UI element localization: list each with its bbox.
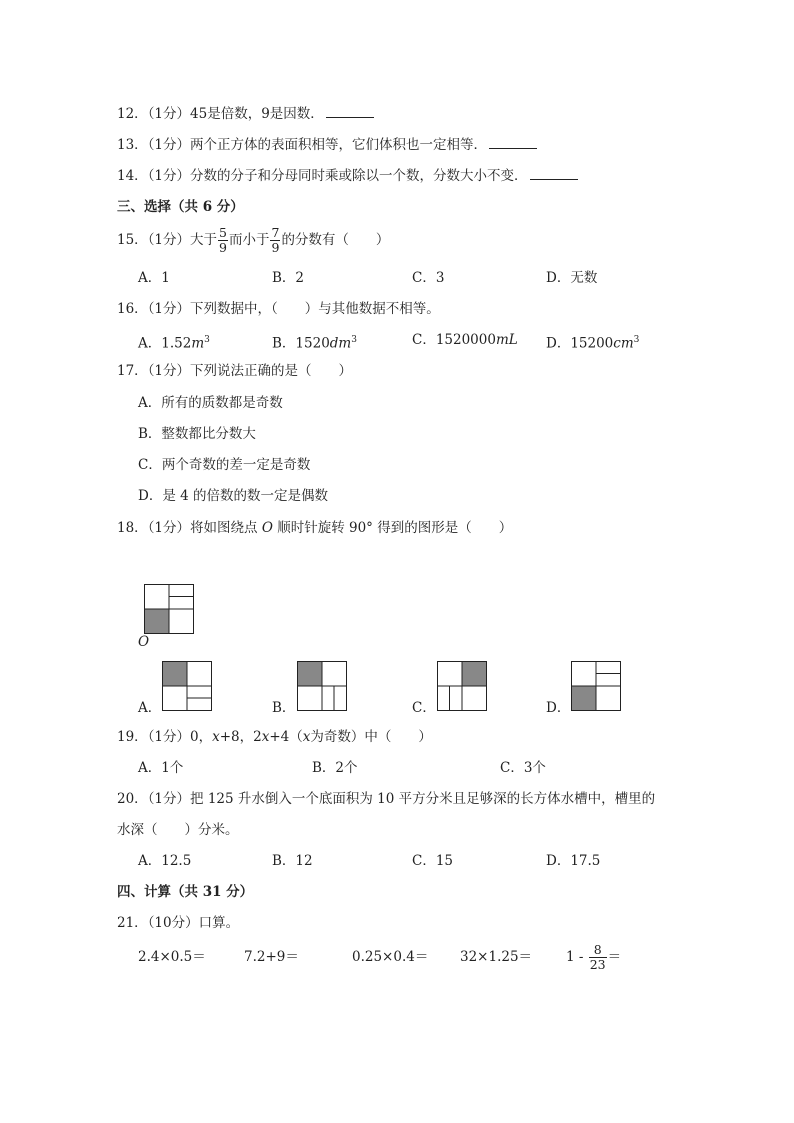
- q12-score: （1分）: [147, 106, 191, 122]
- q20-option-a[interactable]: A．12.5: [138, 853, 192, 869]
- q21-item-1: 2.4×0.5＝: [138, 949, 206, 965]
- q21-item-5: [566, 943, 621, 972]
- q16-a-exp: 3: [204, 335, 210, 345]
- q16-d-exp: 3: [633, 335, 640, 345]
- q14-answer-blank[interactable]: [530, 166, 578, 180]
- q15-text-post: 的分数有（ ）: [281, 232, 390, 248]
- q16-a-unit: m: [191, 335, 205, 352]
- q19-option-c[interactable]: C．3个: [500, 760, 546, 776]
- q15-f2-denominator: 9: [271, 240, 280, 255]
- q19-var-x2: x: [261, 729, 270, 745]
- q15-option-a[interactable]: A．1: [138, 270, 170, 286]
- q14-text: 分数的分子和分母同时乘或除以一个数，分数大小不变．: [190, 168, 528, 184]
- q18-option-a[interactable]: A．: [138, 700, 162, 716]
- question-20: [117, 789, 655, 809]
- q13-answer-blank[interactable]: [489, 135, 537, 149]
- q18-option-c-figure[interactable]: [437, 661, 487, 711]
- q19-number: 19．: [117, 729, 148, 745]
- q18-option-d-figure[interactable]: [571, 661, 621, 711]
- q13-number: 13．: [117, 137, 148, 153]
- q19-score: （1分）: [147, 729, 191, 745]
- q19-t1: 0，: [190, 729, 213, 745]
- q14-score: （1分）: [147, 168, 191, 184]
- q21-text: 口算。: [198, 915, 240, 931]
- q21-number: 21．: [117, 915, 148, 931]
- q17-score: （1分）: [147, 363, 191, 379]
- q16-d-unit: cm: [613, 335, 634, 352]
- q19-t4: 为奇数）中（ ）: [310, 729, 432, 745]
- q16-score: （1分）: [147, 301, 191, 317]
- q12-answer-blank[interactable]: [326, 104, 374, 118]
- q18-option-c[interactable]: C．: [412, 700, 436, 716]
- question-14: [117, 166, 578, 186]
- q21-item-4: 32×1.25＝: [460, 949, 533, 965]
- q20-text: 把 125 升水倒入一个底面积为 10 平方分米且足够深的长方体水槽中，槽里的: [190, 791, 656, 807]
- q16-option-c[interactable]: [412, 330, 518, 350]
- q18-option-b[interactable]: B．: [272, 700, 296, 716]
- q21-item-5-fraction: [589, 943, 607, 972]
- q21-item-5-numerator: 8: [589, 943, 607, 958]
- q20-option-d[interactable]: D．17.5: [546, 853, 601, 869]
- q21-item-2: 7.2+9＝: [244, 949, 299, 965]
- q20-option-c[interactable]: C．15: [412, 853, 454, 869]
- q18-option-a-figure[interactable]: [162, 661, 212, 711]
- section-3-heading: 三、选择（共 6 分）: [117, 199, 244, 215]
- q16-option-b[interactable]: [272, 330, 357, 354]
- q21-item-5-post: ＝: [607, 949, 622, 965]
- q17-option-b[interactable]: B．整数都比分数大: [138, 426, 256, 442]
- q12-number: 12．: [117, 106, 148, 122]
- q17-number: 17．: [117, 363, 148, 379]
- q16-number: 16．: [117, 301, 148, 317]
- q19-option-a[interactable]: A．1个: [138, 760, 184, 776]
- q17-option-d[interactable]: D．是 4 的倍数的数一定是偶数: [138, 488, 328, 504]
- q18-option-d[interactable]: D．: [546, 700, 571, 716]
- q19-option-b[interactable]: B．2个: [312, 760, 358, 776]
- q16-option-a[interactable]: [138, 330, 210, 354]
- q15-option-d[interactable]: D．无数: [546, 270, 598, 286]
- q16-b-unit: dm: [329, 335, 352, 352]
- q18-original-figure: [144, 584, 194, 634]
- q18-option-b-figure[interactable]: [297, 661, 347, 711]
- q13-score: （1分）: [147, 137, 191, 153]
- q20-option-b[interactable]: B．12: [272, 853, 313, 869]
- q15-fraction-2: [270, 226, 280, 255]
- q15-text-pre: 大于: [190, 232, 218, 248]
- original-shaded-square: [145, 609, 170, 634]
- question-15: [117, 226, 389, 255]
- q15-f2-numerator: 7: [271, 225, 280, 240]
- q15-fraction-1: [218, 226, 228, 255]
- q16-a-label: A．1.52: [138, 335, 192, 352]
- q16-text: 下列数据中，（ ）与其他数据不相等。: [190, 301, 440, 317]
- question-16: [117, 299, 440, 319]
- q17-option-c[interactable]: C．两个奇数的差一定是奇数: [138, 457, 311, 473]
- question-21: [117, 913, 239, 933]
- q21-score: （10分）: [147, 915, 199, 931]
- q18-text-post: 顺时针旋转 90° 得到的图形是（ ）: [272, 520, 513, 536]
- q18-number: 18．: [117, 520, 148, 536]
- q12-text: 45是倍数，9是因数．: [190, 106, 324, 122]
- q19-t2: +8，2: [219, 729, 262, 745]
- q18-point: O: [261, 520, 273, 536]
- q20-score: （1分）: [147, 791, 191, 807]
- q14-number: 14．: [117, 168, 148, 184]
- question-19: [117, 727, 432, 747]
- q15-option-c[interactable]: C．3: [412, 270, 445, 286]
- q19-t3: +4（: [269, 729, 303, 745]
- q16-d-label: D．15200: [546, 335, 614, 352]
- q18-score: （1分）: [147, 520, 191, 536]
- q16-b-exp: 3: [351, 335, 357, 345]
- q18-point-o-label: O: [138, 634, 150, 650]
- question-17: [117, 361, 352, 381]
- q15-score: （1分）: [147, 232, 191, 248]
- question-13: [117, 135, 537, 155]
- q21-item-5-pre: 1 -: [566, 949, 588, 965]
- q19-var-x3: x: [302, 729, 311, 745]
- q15-number: 15．: [117, 232, 148, 248]
- q20-text-line-2: 水深（ ）分米。: [117, 822, 239, 838]
- q16-c-unit: mL: [495, 332, 518, 348]
- q13-text: 两个正方体的表面积相等，它们体积也一定相等．: [190, 137, 488, 153]
- q20-number: 20．: [117, 791, 148, 807]
- q18-text-pre: 将如图绕点: [190, 520, 262, 536]
- q21-item-3: 0.25×0.4＝: [352, 949, 429, 965]
- q17-text: 下列说法正确的是（ ）: [190, 363, 353, 379]
- q21-item-5-denominator: 23: [589, 957, 606, 972]
- question-18: [117, 518, 512, 538]
- q16-c-label: C．1520000: [412, 332, 496, 348]
- q17-option-a[interactable]: A．所有的质数都是奇数: [138, 395, 283, 411]
- question-12: [117, 104, 374, 124]
- section-4-heading: 四、计算（共 31 分）: [117, 884, 254, 900]
- q16-option-d[interactable]: [546, 330, 639, 354]
- q16-b-label: B．1520: [272, 335, 330, 352]
- q15-f1-denominator: 9: [219, 240, 227, 255]
- q19-var-x1: x: [212, 729, 220, 745]
- q15-f1-numerator: 5: [219, 225, 227, 240]
- q15-text-mid: 而小于: [228, 232, 270, 248]
- q15-option-b[interactable]: B．2: [272, 270, 305, 286]
